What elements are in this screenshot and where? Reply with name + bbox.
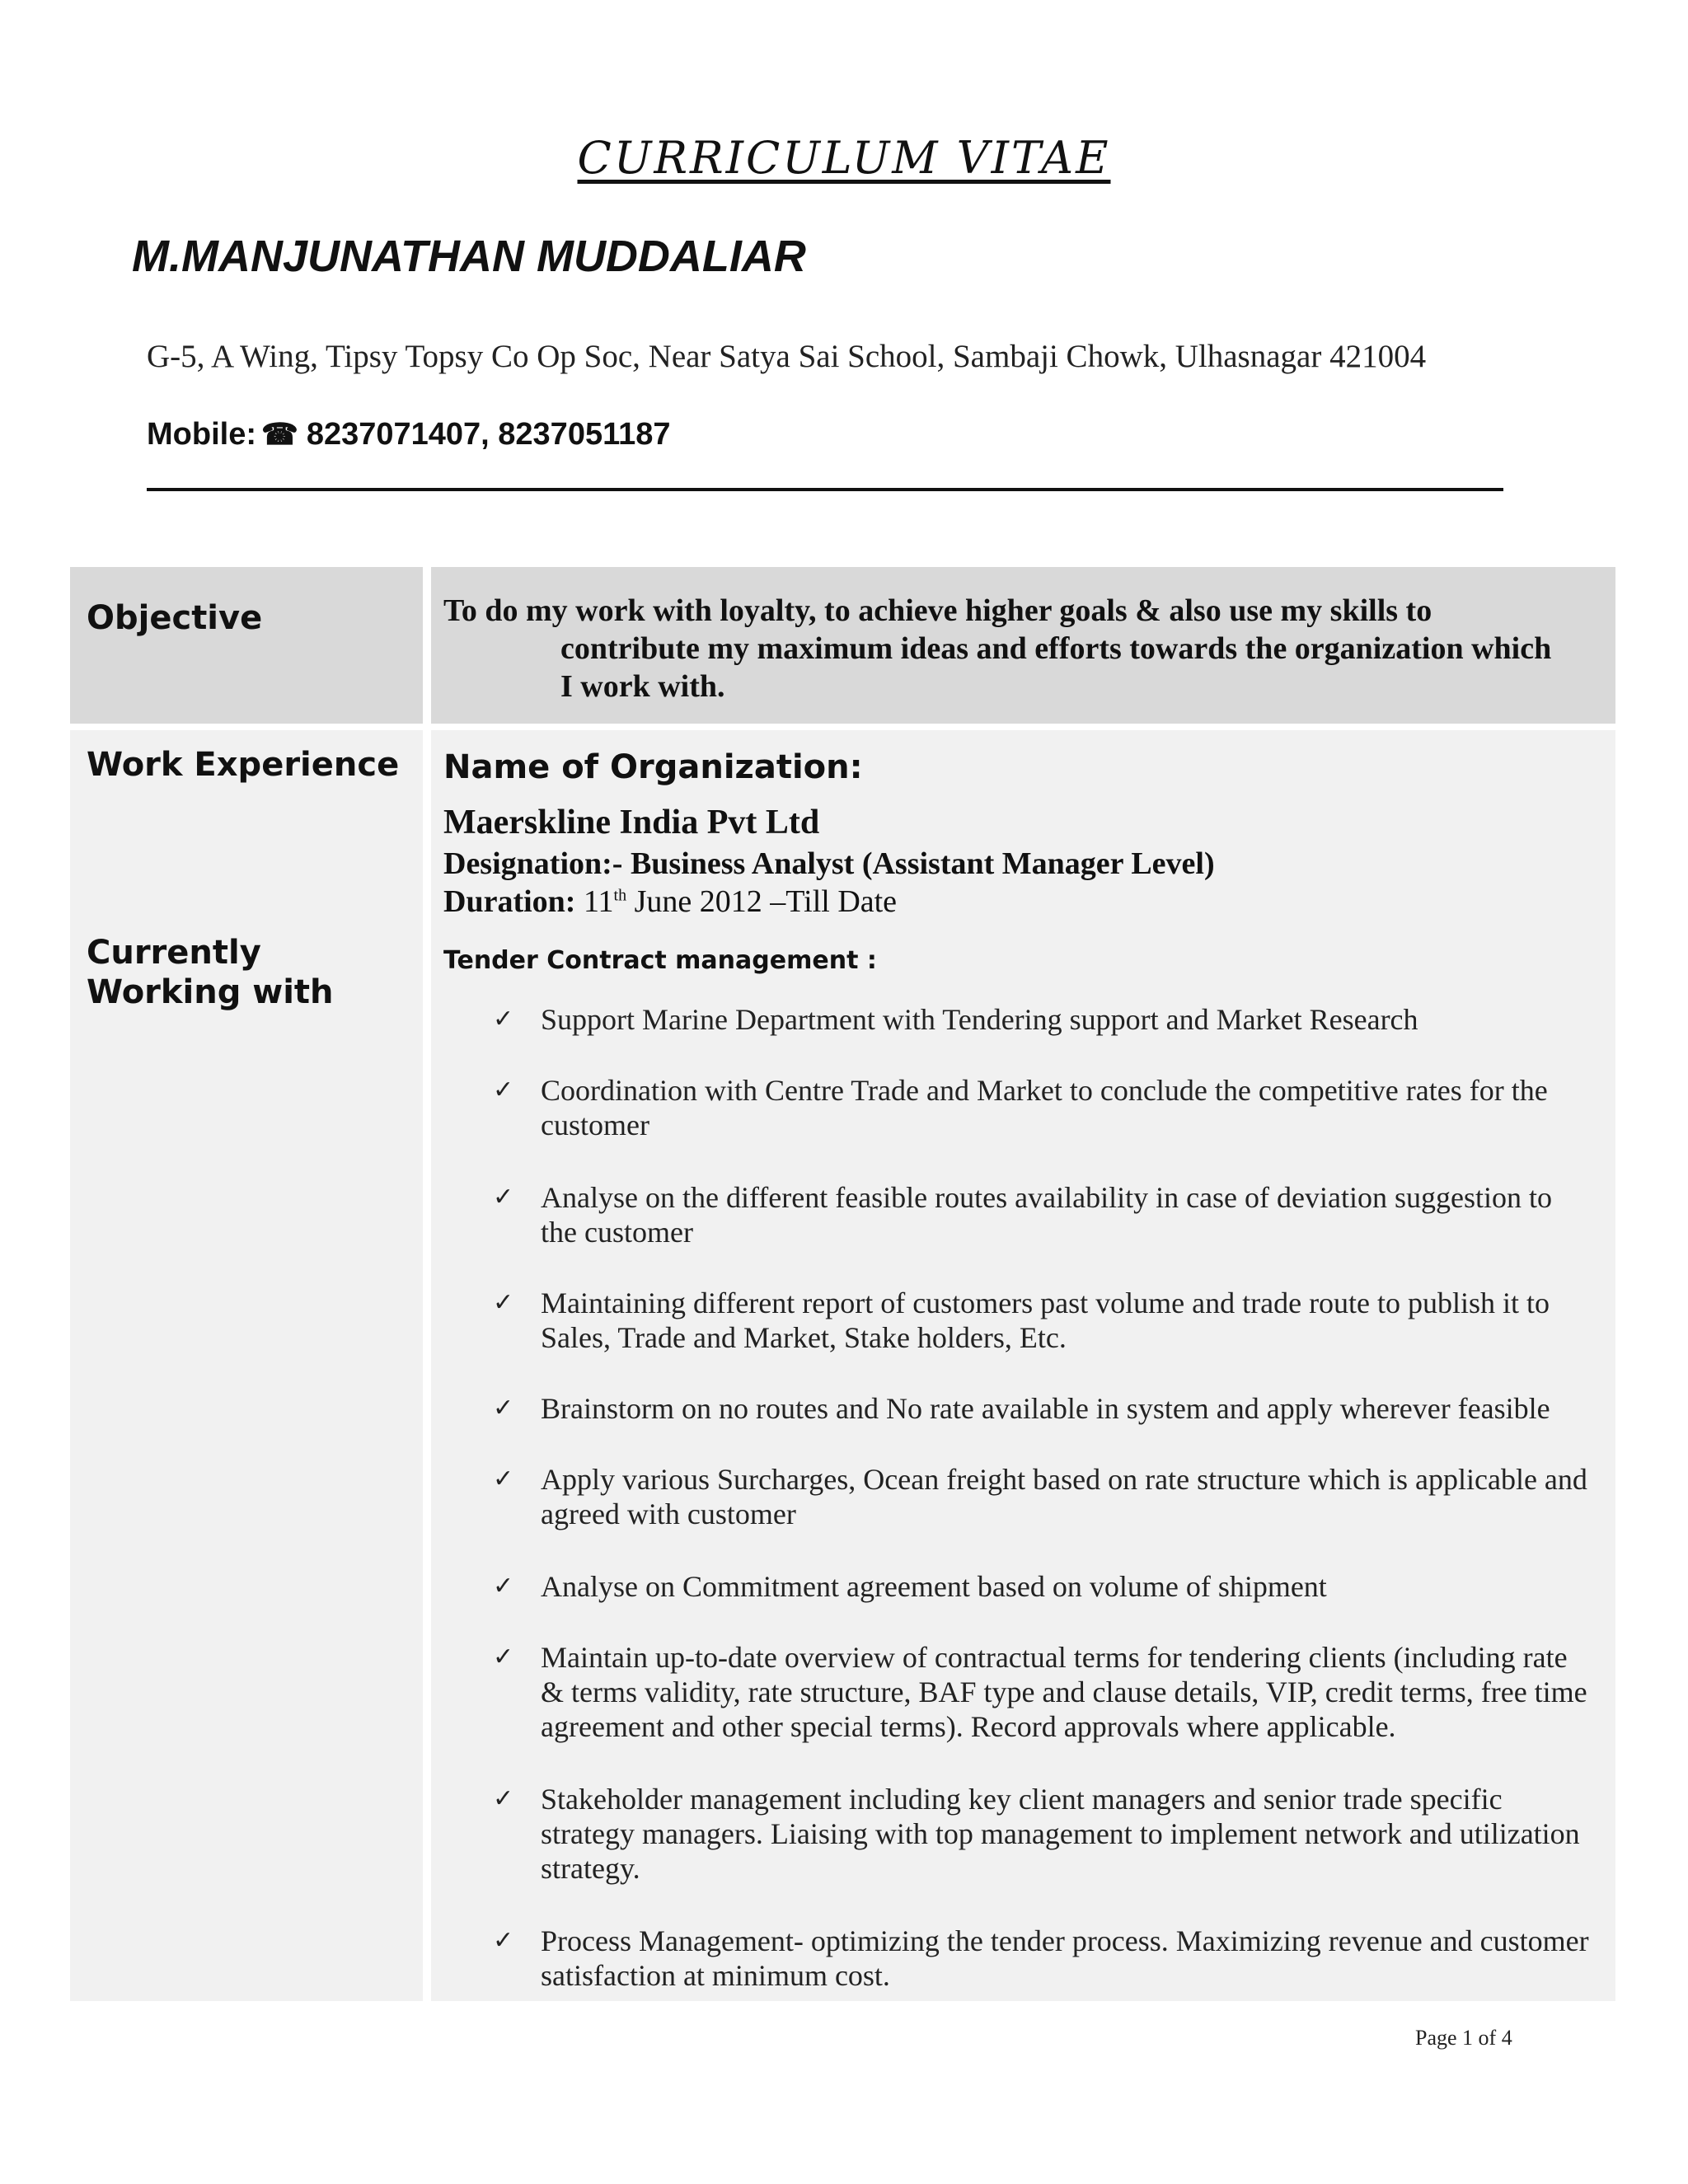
list-item: [493, 1640, 1597, 1744]
list-item: [493, 1782, 1597, 1886]
duration-rest: June 2012 –Till Date: [634, 884, 898, 919]
work-label-cell: [70, 730, 423, 2001]
list-item-text: Analyse on the different feasible routes availability in case of deviation suggestion to the customer: [541, 1181, 1552, 1249]
list-item: [493, 1462, 1597, 1531]
list-item-text: Analyse on Commitment agreement based on volume of shipment: [541, 1570, 1327, 1603]
organization-name: Maerskline India Pvt Ltd: [443, 804, 820, 841]
work-experience-label: Work Experience: [87, 746, 400, 784]
designation: Designation:- Business Analyst (Assistant Manager Level): [443, 846, 1215, 881]
organization-heading: Name of Organization:: [443, 748, 863, 786]
checkmark-icon: ✓: [493, 1643, 514, 1671]
list-item-text: Stakeholder management including key client managers and senior trade specific strategy managers. Liaising with top management to implement network and utilization strategy.: [541, 1783, 1580, 1885]
duration-sup: th: [613, 886, 627, 905]
objective-content-cell: [431, 567, 1615, 724]
header-divider: [147, 488, 1503, 491]
checkmark-icon: ✓: [493, 1076, 514, 1104]
objective-line-1: To do my work with loyalty, to achieve higher goals & also use my skills to: [443, 593, 1432, 628]
tender-contract-heading: Tender Contract management :: [443, 946, 877, 975]
list-item: [493, 1391, 1597, 1426]
list-item-text: Apply various Surcharges, Ocean freight based on rate structure which is applicable and agreed with customer: [541, 1463, 1587, 1530]
checkmark-icon: ✓: [493, 1465, 514, 1493]
list-item-text: Maintain up-to-date overview of contractual terms for tendering clients (including rate & terms validity, rate structure, BAF type and clause details, VIP, credit terms, free time agreement and other special terms). Record approvals where applicable.: [541, 1641, 1587, 1743]
list-item: [493, 1180, 1597, 1249]
list-item-text: Process Management- optimizing the tender process. Maximizing revenue and customer satisfaction at minimum cost.: [541, 1924, 1589, 1992]
objective-line-3: I work with.: [560, 669, 725, 704]
checkmark-icon: ✓: [493, 1288, 514, 1317]
list-item: [493, 1002, 1597, 1037]
list-item: [493, 1073, 1597, 1142]
checkmark-icon: ✓: [493, 1394, 514, 1422]
list-item-text: Maintaining different report of customers past volume and trade route to publish it to Sales, Trade and Market, Stake holders, Etc.: [541, 1286, 1550, 1354]
checkmark-icon: ✓: [493, 1183, 514, 1212]
page-number: Page 1 of 4: [1415, 2026, 1512, 2050]
mobile-label: Mobile:: [147, 417, 256, 452]
duration-day: 11: [583, 884, 614, 919]
objective-label: Objective: [87, 599, 263, 637]
checkmark-icon: ✓: [493, 1572, 514, 1601]
list-item: [493, 1569, 1597, 1604]
list-item-text: Brainstorm on no routes and No rate available in system and apply wherever feasible: [541, 1392, 1550, 1425]
mobile-numbers: 8237071407, 8237051187: [306, 417, 671, 452]
phone-icon: ☎: [260, 417, 298, 451]
candidate-name: M.MANJUNATHAN MUDDALIAR: [132, 232, 806, 281]
duration: [443, 883, 897, 920]
list-item-text: Support Marine Department with Tendering support and Market Research: [541, 1003, 1418, 1036]
mobile-contact: [147, 417, 671, 452]
checkmark-icon: ✓: [493, 1926, 514, 1955]
address: G-5, A Wing, Tipsy Topsy Co Op Soc, Near Satya Sai School, Sambaji Chowk, Ulhasnagar 421004: [147, 339, 1427, 374]
list-item: [493, 1286, 1597, 1355]
checkmark-icon: ✓: [493, 1005, 514, 1033]
objective-label-cell: [70, 567, 423, 724]
objective-text: [443, 592, 1597, 705]
objective-line-2: contribute my maximum ideas and efforts towards the organization which: [560, 631, 1552, 666]
currently-working-label: Currently Working with: [87, 934, 334, 1011]
duration-label: Duration:: [443, 884, 576, 919]
list-item: [493, 1924, 1597, 1993]
list-item-text: Coordination with Centre Trade and Market to conclude the competitive rates for the customer: [541, 1074, 1548, 1141]
document-title: CURRICULUM VITAE: [577, 132, 1111, 184]
checkmark-icon: ✓: [493, 1784, 514, 1813]
work-content-cell: [431, 730, 1615, 2001]
